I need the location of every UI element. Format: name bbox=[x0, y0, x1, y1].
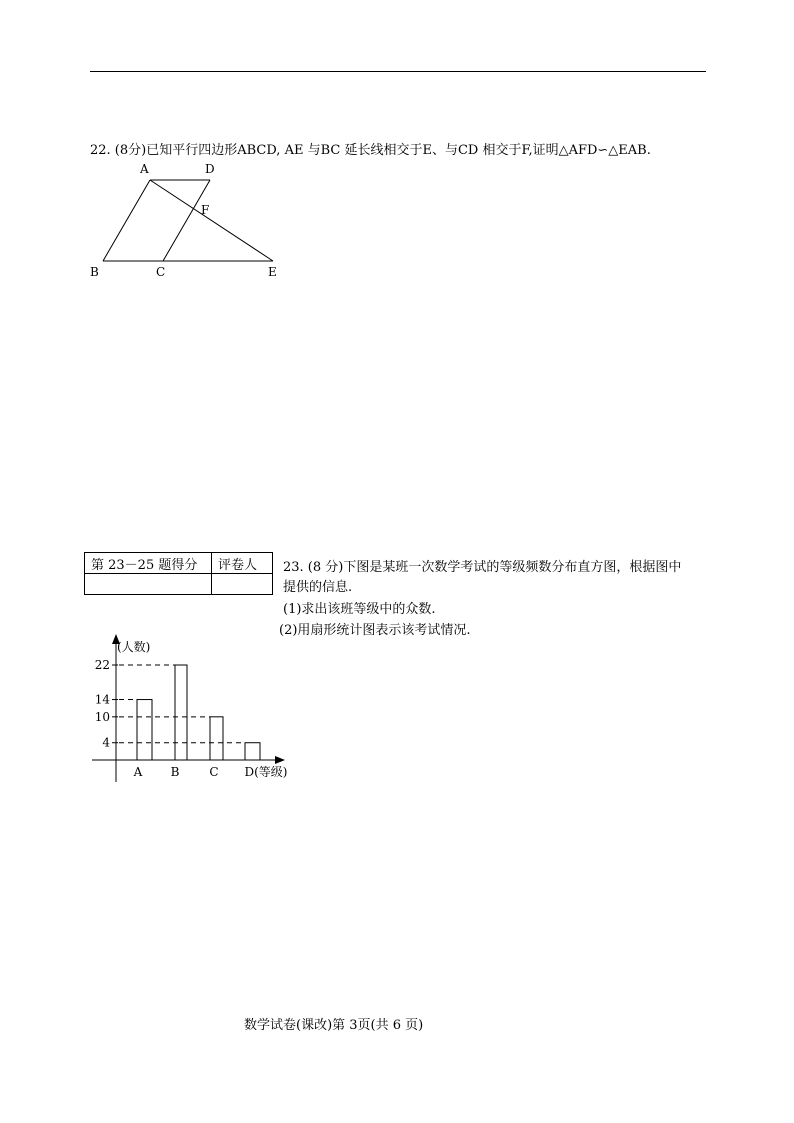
y-tick-label-4: 22 bbox=[94, 658, 110, 672]
y-tick-label-3: 14 bbox=[94, 692, 110, 707]
point-label-a: A bbox=[140, 162, 149, 176]
x-tick-label-3: C bbox=[209, 765, 219, 779]
score-header-cell: 第 23－25 题得分 bbox=[85, 553, 212, 574]
bar-3 bbox=[210, 717, 223, 760]
y-tick-label-1: 4 bbox=[102, 735, 110, 750]
question-23-line2: 提供的信息. bbox=[283, 580, 353, 595]
point-label-f: F bbox=[201, 203, 210, 217]
x-tick-label-2: B bbox=[170, 765, 180, 779]
x-tick-label-4: D(等级) bbox=[244, 765, 288, 779]
bar-2 bbox=[175, 665, 187, 760]
page-footer: 数学试卷(课改)第 3页(共 6 页) bbox=[244, 1018, 424, 1033]
question-23-line1: 23. (8 分)下图是某班一次数学考试的等级频数分布直方图，根据图中 bbox=[283, 560, 682, 575]
point-label-c: C bbox=[156, 265, 166, 279]
point-label-b: B bbox=[90, 265, 99, 279]
x-axis-arrow bbox=[275, 756, 285, 764]
bar-1 bbox=[137, 700, 152, 760]
question-23-sub1: (1)求出该班等级中的众数. bbox=[283, 602, 436, 617]
question-23-sub2: (2)用扇形统计图表示该考试情况. bbox=[279, 623, 471, 638]
y-tick-label-2: 10 bbox=[94, 709, 110, 724]
question-22-text: 22. (8分)已知平行四边形ABCD, AE 与BC 延长线相交于E、与CD 相交于F,证明△AFD∽△EAB. bbox=[90, 143, 651, 158]
x-tick-label-1: A bbox=[133, 765, 143, 779]
point-label-d: D bbox=[205, 162, 215, 176]
point-label-e: E bbox=[268, 265, 277, 279]
bar-4 bbox=[245, 743, 260, 760]
y-axis-label: (人数) bbox=[117, 640, 151, 654]
grader-header-cell: 评卷人 bbox=[212, 553, 273, 574]
